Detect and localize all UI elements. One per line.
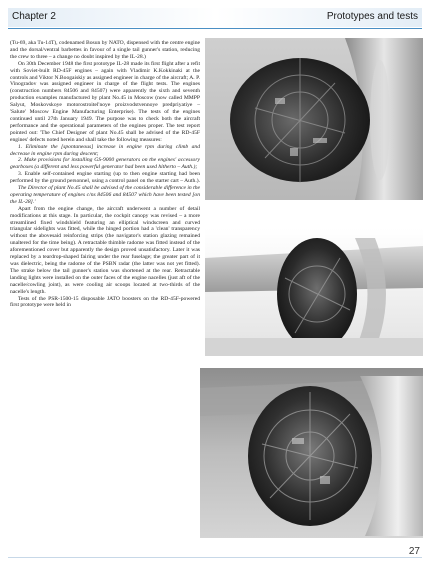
quote-paragraph: The Director of plant No.45 shall be advised of the considerable difference in the operating temperature of engines c/ns 84506 and 84507 which have been tested [on the IL-28].' [10,185,200,205]
section-header [216,8,422,27]
chapter-label: Chapter 2 [12,11,56,22]
body-paragraph: (Tu-69, aka Tu-14T), codenamed Bosun by NATO, dispensed with the centre engine and the dorsal/ventral barbettes in favour of a single tail gunner's station, reducing the crew to three – a change no doubt inspired by the IL-28.) [10,40,200,60]
body-paragraph: 3. Enable self-contained engine starting (up to then engine starting had been performed by the ground personnel, using a control panel on the starter cart – Auth.). [10,171,200,185]
section-label: Prototypes and tests [326,11,418,22]
engine-photo-middle [205,228,423,356]
page-number: 27 [408,546,420,557]
body-text-column [10,40,200,309]
body-paragraph: Tests of the PSR-1500-15 disposable JATO boosters on the RD-45F-powered first prototype were held in [10,295,200,309]
footer-rule [8,557,422,558]
body-paragraph: On 30th December 1948 the first prototype IL-28 made its first flight after a refit with Soviet-built RD-45F engines – again with Vladimir K.Kokkinaki at the controls and Viktor N.Boogaiskiy as assigned engineer in charge of the aircraft; A. P. Vinogradov was assigned engineer in charge of the flight tests. The engines (construction numbers 84506 and 84507) were apparently the sixth and seventh production examples manufactured by plant No.45 in Moscow (now called MMPP Salyut, Moskovskoye motorostroitel'noye proizvodstvennoye predpriyatiye – 'Salute' Moscow Engine Manufacturing Enterprise). The tests of the engines continued until 27th January 1949. The purpose was to check both the aircraft performance and the operational parameters of the engines proper. The test report pointed out: 'The Chief Designer of plant No.45 shall be advised of the RD-45F engines' defects noted herein and shall take the following measures: [10,60,200,143]
engine-photo-top [205,38,423,200]
engine-photo-bottom [200,368,423,538]
body-paragraph: Apart from the engine change, the aircraft underwent a number of detail modifications at this stage. In particular, the cockpit canopy was revised – a more streamlined fixed windshield featuring an elliptical windscreen and curved triangular sidelights was fitted, while the hinged portion had a 'clean' transparency without the abovesaid reinforcing strips (the navigator's station glazing remained unaltered for the time being). A retractable thimble radome was fitted instead of the aforementioned cover but apparently the design proved unsatisfactory. Later it was replaced by a teardrop-shaped fairing under the rear fuselage; the greater part of it was dielectric, being the radome of the PSBN radar (the latter was not yet fitted). The strake below the tail gunner's station was shortened at the rear. Retractable landing lights were installed on the outer faces of the engine nacelles (just aft of the nacelle/cowling joint), as were cooling air scoops located at two-thirds of the nacelle's length. [10,205,200,295]
running-header [8,8,422,29]
chapter-header [8,8,216,27]
quote-paragraph: 2. Make provisions for installing GS-9000 generators on the engines' accessory gearboxes (a different and less powerful generator had been used hitherto – Auth.); [10,157,200,171]
quote-paragraph: 1. Eliminate the [spontaneous] increase in engine rpm during climb and decrease in engine rpm during descent; [10,143,200,157]
